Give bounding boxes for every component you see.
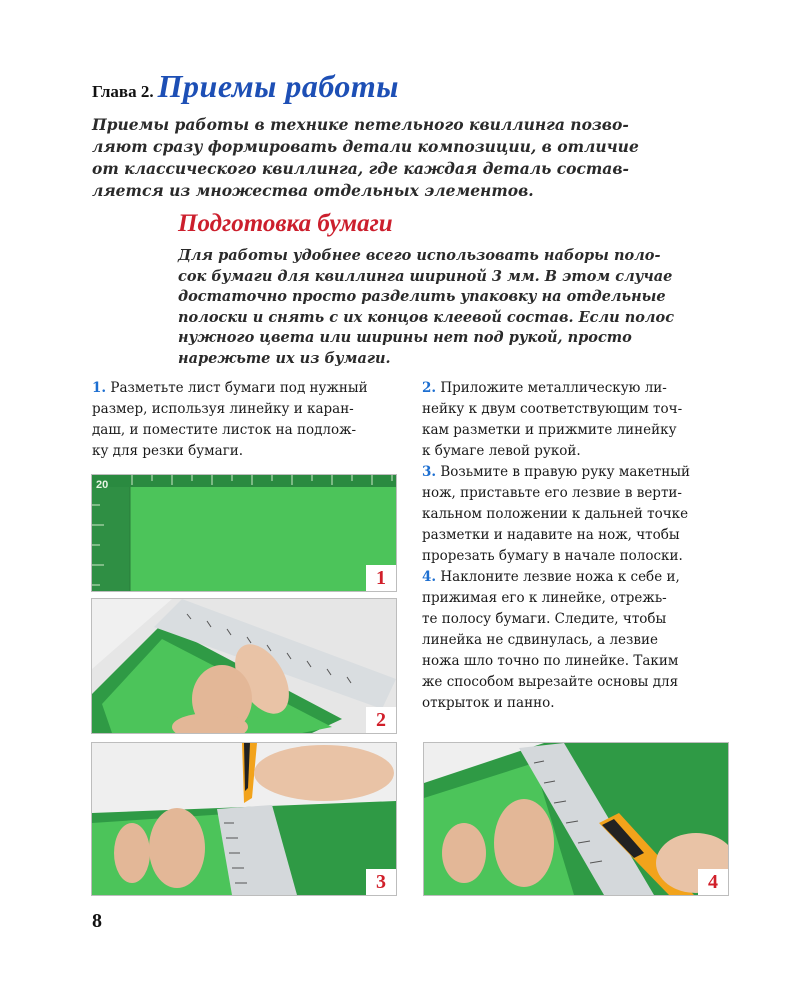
photo-badge: 1	[366, 565, 396, 591]
intro-line: Приемы работы в технике петельного квиллинга позво-	[92, 115, 629, 134]
step-line: прорезать бумагу в начале полоски.	[422, 548, 683, 564]
step-line: открыток и панно.	[422, 695, 555, 711]
step-line: Наклоните лезвие ножа к себе и,	[436, 569, 680, 585]
section-line: нужного цвета или ширины нет под рукой, просто	[178, 329, 632, 346]
step-line: нейку к двум соответствующим точ-	[422, 401, 683, 417]
step-line: прижимая его к линейке, отрежь-	[422, 590, 667, 606]
step-line: даш, и поместите листок на подлож-	[92, 422, 357, 438]
step-line: те полосу бумаги. Следите, чтобы	[422, 611, 667, 627]
section-title: Подготовка бумаги	[178, 210, 393, 237]
ruler-on-paper-illustration	[92, 599, 396, 733]
step-line: Приложите металлическую ли-	[436, 380, 667, 396]
section-line: достаточно просто разделить упаковку на отдельные	[178, 288, 666, 305]
step-line: нож, приставьте его лезвие в верти-	[422, 485, 682, 501]
chapter-label: Глава 2.	[92, 82, 154, 101]
step-line: Возьмите в правую руку макетный	[436, 464, 691, 480]
intro-line: от классического квиллинга, где каждая деталь состав-	[92, 159, 629, 178]
step-line: кам разметки и прижмите линейку	[422, 422, 677, 438]
photo-step-3	[91, 742, 397, 896]
step-line: Разметьте лист бумаги под нужный	[106, 380, 368, 396]
photo-step-2	[91, 598, 397, 734]
section-paragraph	[178, 246, 718, 369]
photo-badge: 4	[698, 869, 728, 895]
cutting-mat-illustration	[92, 475, 396, 591]
step-number: 1.	[92, 380, 107, 396]
steps-2-4-text	[422, 378, 732, 714]
intro-paragraph	[92, 114, 692, 202]
step-line: к бумаге левой рукой.	[422, 443, 581, 459]
knife-start-cut-illustration	[92, 743, 396, 895]
step-number: 3.	[422, 464, 437, 480]
step-line: же способом вырезайте основы для	[422, 674, 679, 690]
knife-cut-strip-illustration	[424, 743, 728, 895]
step-line: размер, используя линейку и каран-	[92, 401, 354, 417]
chapter-heading	[92, 68, 399, 105]
section-line: нарежьте их из бумаги.	[178, 349, 391, 367]
photo-step-1	[91, 474, 397, 592]
step-line: линейка не сдвинулась, а лезвие	[422, 632, 658, 648]
intro-line: ляется из множества отдельных элементов.	[92, 181, 534, 200]
photo-badge: 2	[366, 707, 396, 733]
section-line: полоски и снять с их концов клеевой состав. Если полос	[178, 308, 675, 326]
step-number: 4.	[422, 569, 437, 585]
photo-badge: 3	[366, 869, 396, 895]
photo-step-4	[423, 742, 729, 896]
step-line: кальном положении к дальней точке	[422, 506, 689, 522]
step-number: 2.	[422, 380, 437, 396]
mat-scale-label: 20	[96, 479, 109, 491]
section-line: Для работы удобнее всего использовать наборы поло-	[178, 247, 661, 264]
step-line: ножа шло точно по линейке. Таким	[422, 653, 679, 669]
step-1-text	[92, 378, 407, 462]
intro-line: ляют сразу формировать детали композиции, в отличие	[92, 137, 639, 156]
section-line: сок бумаги для квиллинга шириной 3 мм. В этом случае	[178, 267, 673, 285]
page-number: 8	[92, 910, 102, 932]
chapter-title: Приемы работы	[157, 68, 399, 104]
step-line: ку для резки бумаги.	[92, 443, 244, 459]
step-line: разметки и надавите на нож, чтобы	[422, 527, 680, 543]
